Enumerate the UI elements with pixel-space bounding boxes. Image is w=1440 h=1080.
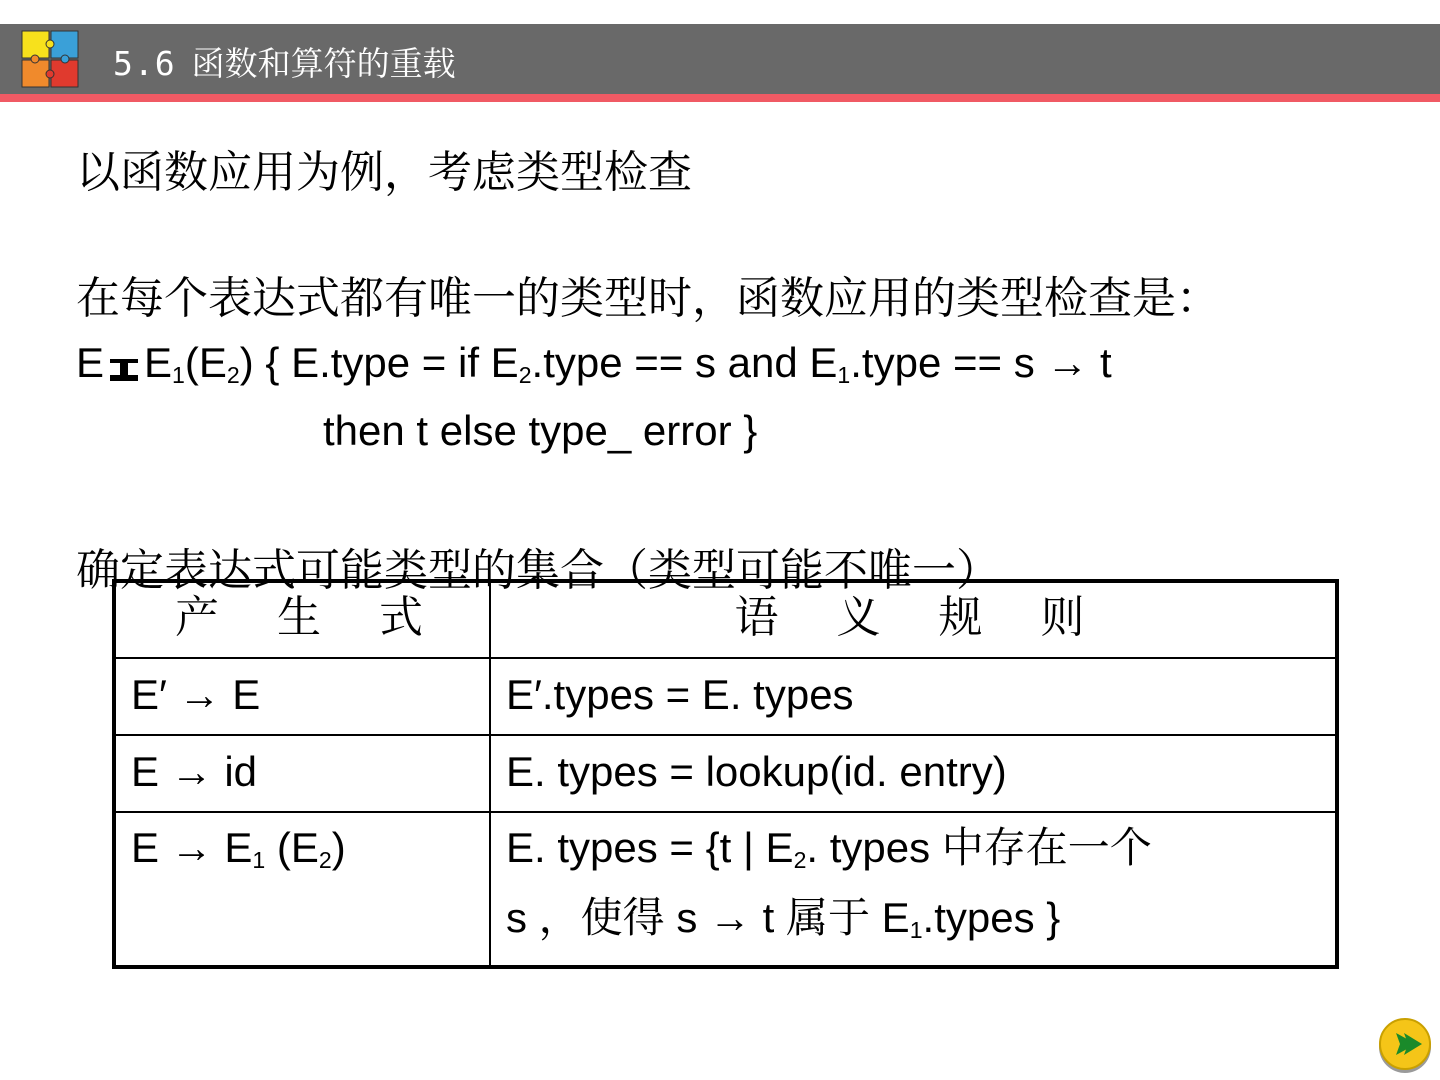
table-row — [114, 735, 1337, 812]
production-cell: E′ → E — [114, 658, 490, 735]
semantic-rules-table — [112, 579, 1339, 969]
header-semantic-rule: 语 义 规 则 — [490, 581, 1337, 658]
section-title: 函数和算符的重载 — [191, 44, 456, 83]
title-accent-line — [0, 94, 1440, 102]
puzzle-logo-icon — [20, 29, 80, 89]
types-set-line: 确定表达式可能类型的集合（类型可能不唯一） — [76, 545, 1000, 596]
production-cell: $E \to E_1$ $(E_2)$ — [114, 812, 490, 967]
section-number: 5.6 — [113, 44, 176, 83]
rule-cell: E. types = {t | $E_2$. types 中存在一个 s ，使得 s → t 属于 $E_1.types$ } — [490, 812, 1337, 967]
rule-cell: E′.types = E. types — [490, 658, 1337, 735]
description-line: 在每个表达式都有唯一的类型时，函数应用的类型检查是： — [76, 273, 1220, 324]
next-arrow-icon[interactable] — [1376, 1016, 1434, 1074]
type-rule: E $E_1(E_2)$ { E.type = if $E_2.type == s$ and $E_1.type == s \to t$ — [76, 339, 1112, 388]
production-cell: E → id — [114, 735, 490, 812]
intro-line: 以函数应用为例，考虑类型检查 — [76, 147, 692, 198]
page-title — [113, 38, 456, 85]
table-header-row — [114, 581, 1337, 658]
header-production: 产 生 式 — [114, 581, 490, 658]
production-symbol-icon — [110, 359, 138, 381]
table-row — [114, 658, 1337, 735]
rule-cell: E. types = lookup(id. entry) — [490, 735, 1337, 812]
type-rule-continuation: then t else type_ error } — [323, 407, 758, 454]
table-row — [114, 812, 1337, 967]
